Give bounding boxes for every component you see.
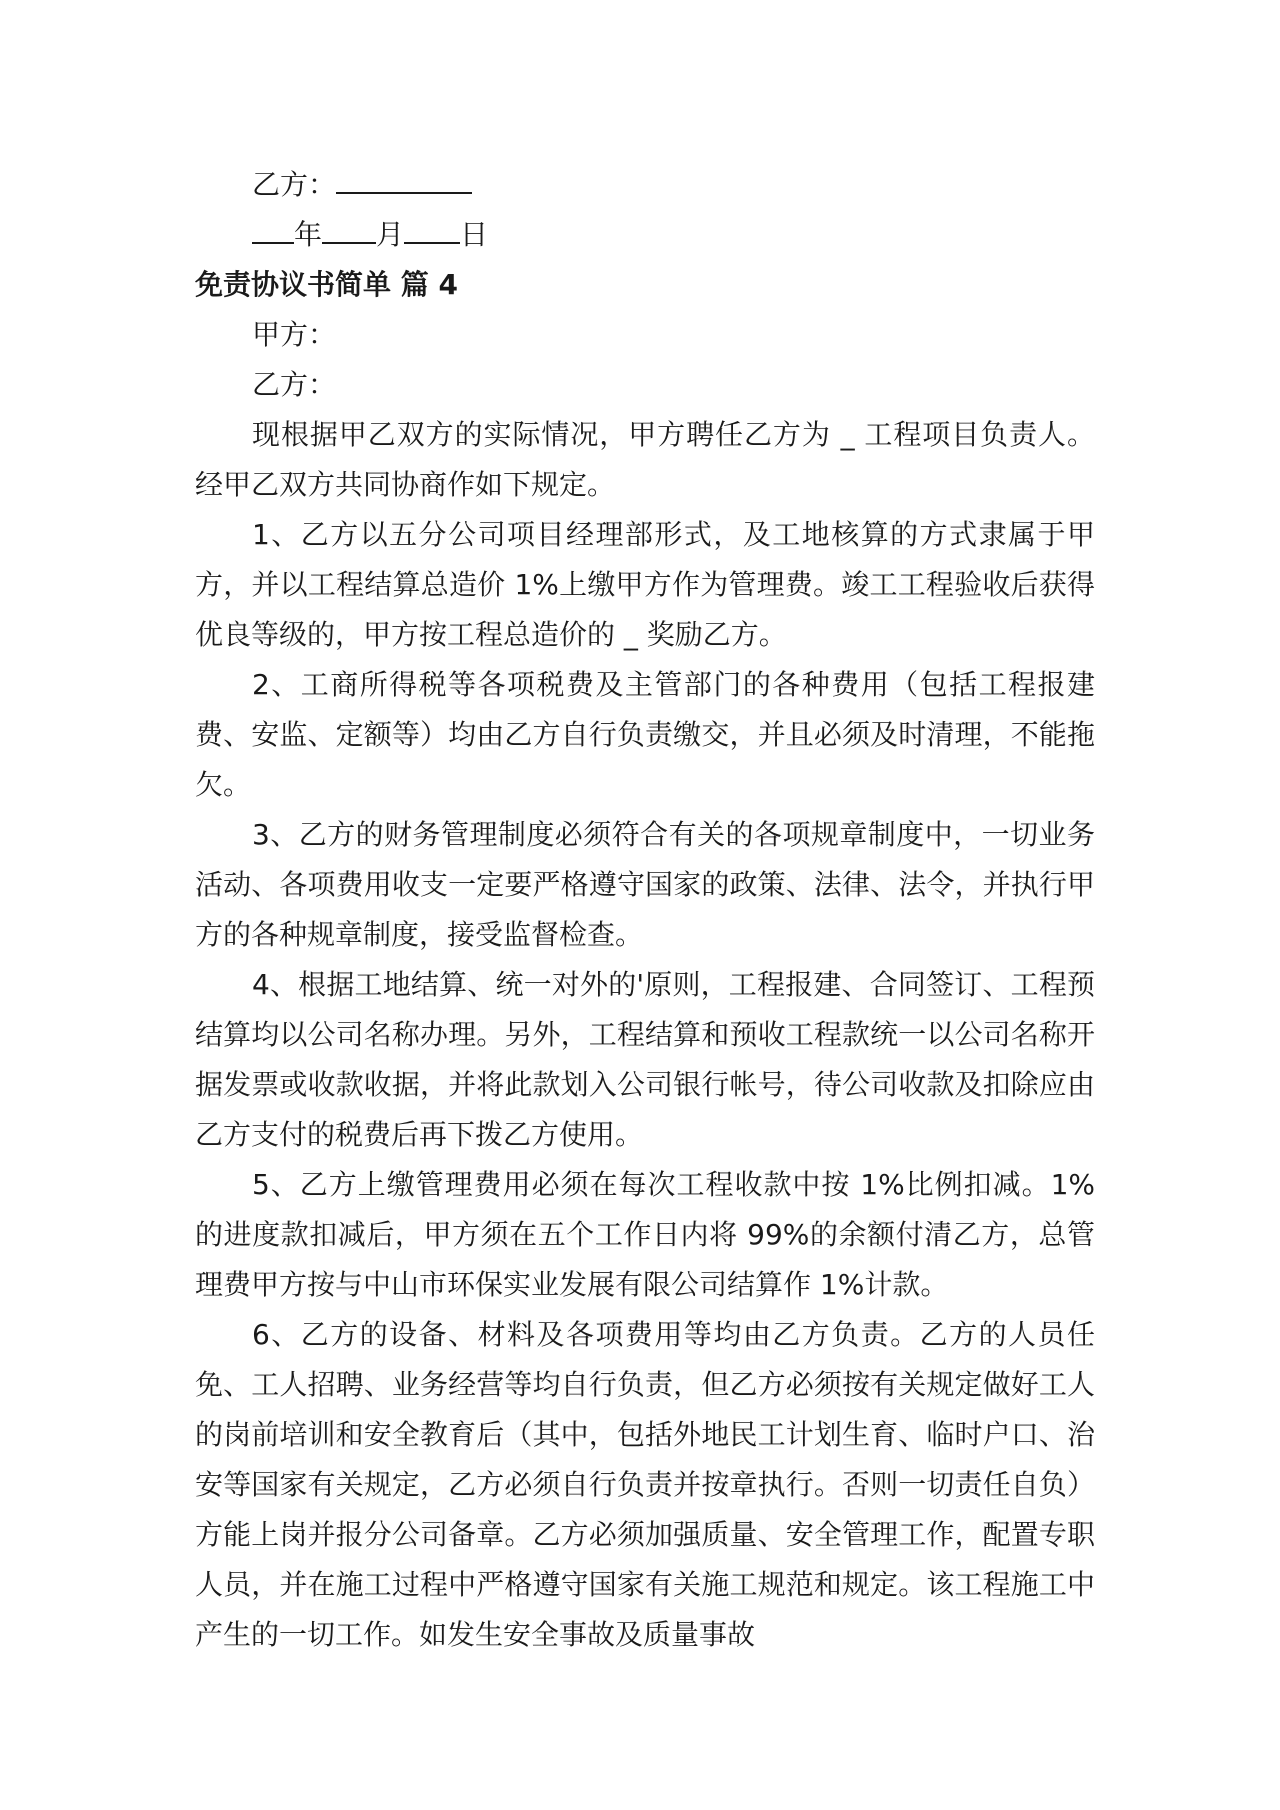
month-label: 月	[376, 218, 405, 251]
party-b-signature-blank	[336, 164, 472, 194]
paragraph-clause-6: 6、乙方的设备、材料及各项费用等均由乙方负责。乙方的人员任免、工人招聘、业务经营等均自行负责，但乙方必须按有关规定做好工人的岗前培训和安全教育后（其中，包括外地民工计划生育、临时户口、治安等国家有关规定，乙方必须自行负责并按章执行。否则一切责任自负）方能上岗并报分公司备章。乙方必须加强质量、安全管理工作，配置专职人员，并在施工过程中严格遵守国家有关施工规范和规定。该工程施工中产生的一切工作。如发生安全事故及质量事故	[195, 1318, 1095, 1651]
section-heading: 免责协议书简单 篇 4	[195, 268, 458, 301]
party-b-signature-label: 乙方：	[252, 168, 337, 201]
paragraph-clause-1: 1、乙方以五分公司项目经理部形式，及工地核算的方式隶属于甲方，并以工程结算总造价 1%上缴甲方作为管理费。竣工工程验收后获得优良等级的，甲方按工程总造价的 _ 奖励乙方。	[195, 518, 1095, 651]
signature-date-line	[195, 210, 1095, 260]
day-label: 日	[460, 218, 489, 251]
paragraph-intro: 现根据甲乙双方的实际情况，甲方聘任乙方为 _ 工程项目负责人。经甲乙双方共同协商作如下规定。	[195, 418, 1095, 501]
month-blank	[322, 214, 376, 244]
party-b-line: 乙方：	[252, 368, 337, 401]
party-a-line: 甲方：	[252, 318, 337, 351]
paragraph-clause-2: 2、工商所得税等各项税费及主管部门的各种费用（包括工程报建费、安监、定额等）均由乙方自行负责缴交，并且必须及时清理，不能拖欠。	[195, 668, 1095, 801]
year-label: 年	[294, 218, 323, 251]
paragraph-clause-4: 4、根据工地结算、统一对外的'原则，工程报建、合同签订、工程预结算均以公司名称办理。另外，工程结算和预收工程款统一以公司名称开据发票或收款收据，并将此款划入公司银行帐号，待公司收款及扣除应由乙方支付的税费后再下拨乙方使用。	[195, 968, 1095, 1151]
document-content	[195, 160, 1095, 1660]
party-b-signature-line	[195, 160, 1095, 210]
day-blank	[404, 214, 460, 244]
paragraph-clause-5: 5、乙方上缴管理费用必须在每次工程收款中按 1%比例扣减。1%的进度款扣减后，甲方须在五个工作日内将 99%的余额付清乙方，总管理费甲方按与中山市环保实业发展有限公司结算作 1%计款。	[195, 1168, 1095, 1301]
year-blank	[252, 214, 294, 244]
paragraph-clause-3: 3、乙方的财务管理制度必须符合有关的各项规章制度中，一切业务活动、各项费用收支一定要严格遵守国家的政策、法律、法令，并执行甲方的各种规章制度，接受监督检查。	[195, 818, 1095, 951]
